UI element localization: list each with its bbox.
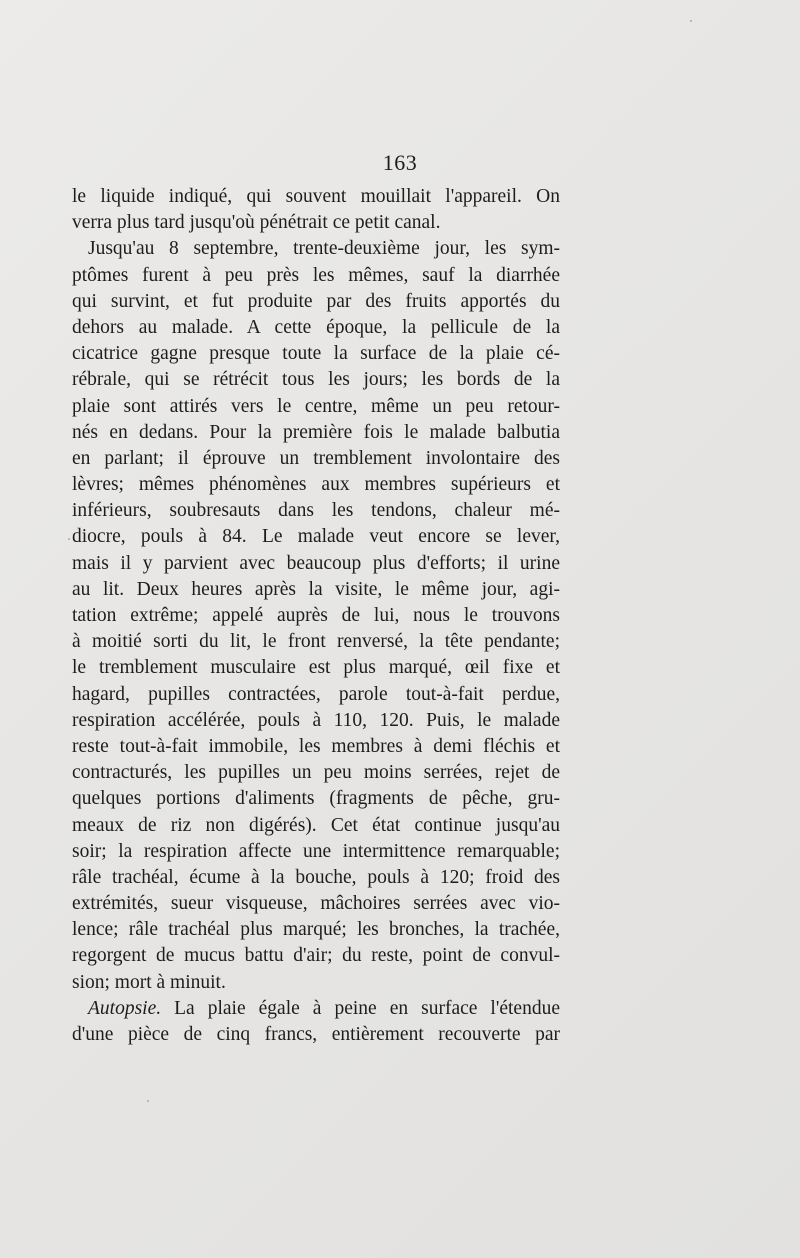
text-line: respiration accélérée, pouls à 110, 120. Puis, le malade [72,709,560,731]
text-line: sion; mort à minuit. [72,971,226,993]
autopsy-text: La plaie égale à peine en surface l'étendue [161,997,560,1019]
text-line: extrémités, sueur visqueuse, mâchoires serrées avec vio- [72,893,560,915]
body-text [72,184,560,1048]
paper-speck [690,20,692,22]
text-line: tation extrême; appelé auprès de lui, nous le trouvons [72,605,560,626]
paper-speck [68,538,70,540]
text-line: d'une pièce de cinq francs, entièrement recouverte par [72,1024,560,1045]
text-line: cicatrice gagne presque toute la surface de la plaie cé- [72,343,560,365]
text-line: soir; la respiration affecte une intermittence remarquable; [72,840,560,862]
text-line: à moitié sorti du lit, le front renversé, la tête pendante; [72,631,560,653]
text-line: plaie sont attirés vers le centre, même un peu retour- [72,395,560,417]
text-line: diocre, pouls à 84. Le malade veut encore se lever, [72,526,560,548]
text-line: lèvres; mêmes phénomènes aux membres supérieurs et [72,474,560,496]
text-line: inférieurs, soubresauts dans les tendons, chaleur mé- [72,500,560,522]
text-line: reste tout-à-fait immobile, les membres à demi fléchis et [72,735,560,757]
autopsy-paragraph-line [72,996,560,1022]
page-number: 163 [382,150,418,175]
text-line: dehors au malade. A cette époque, la pellicule de la [72,316,560,338]
text-line: ptômes furent à peu près les mêmes, sauf la diarrhée [72,264,560,286]
paper-speck [147,1100,149,1102]
text-line: lence; râle trachéal plus marqué; les bronches, la trachée, [72,919,560,941]
text-line: contracturés, les pupilles un peu moins serrées, rejet de [72,762,560,784]
text-line: hagard, pupilles contractées, parole tout-à-fait perdue, [72,683,560,705]
text-line: nés en dedans. Pour la première fois le malade balbutia [72,421,560,443]
text-line: mais il y parvient avec beaucoup plus d'efforts; il urine [72,552,560,574]
text-line: rébrale, qui se rétrécit tous les jours; les bords de la [72,369,560,391]
text-line: le tremblement musculaire est plus marqué, œil fixe et [72,657,560,679]
text-line: meaux de riz non digérés). Cet état continue jusqu'au [72,814,560,836]
text-line: le liquide indiqué, qui souvent mouillait l'appareil. On [72,186,560,207]
autopsy-label: Autopsie. [88,997,162,1019]
paragraph-start-line: Jusqu'au 8 septembre, trente-deuxième jour, les sym- [88,238,560,260]
text-line: qui survint, et fut produite par des fruits apportés du [72,290,560,312]
text-line: quelques portions d'aliments (fragments de pêche, gru- [72,788,560,810]
text-line: en parlant; il éprouve un tremblement involontaire des [72,447,560,469]
text-line: au lit. Deux heures après la visite, le même jour, agi- [72,578,560,600]
text-line: râle trachéal, écume à la bouche, pouls à 120; froid des [72,866,560,888]
text-line: verra plus tard jusqu'où pénétrait ce petit canal. [72,212,441,234]
text-line: regorgent de mucus battu d'air; du reste, point de convul- [72,945,560,967]
